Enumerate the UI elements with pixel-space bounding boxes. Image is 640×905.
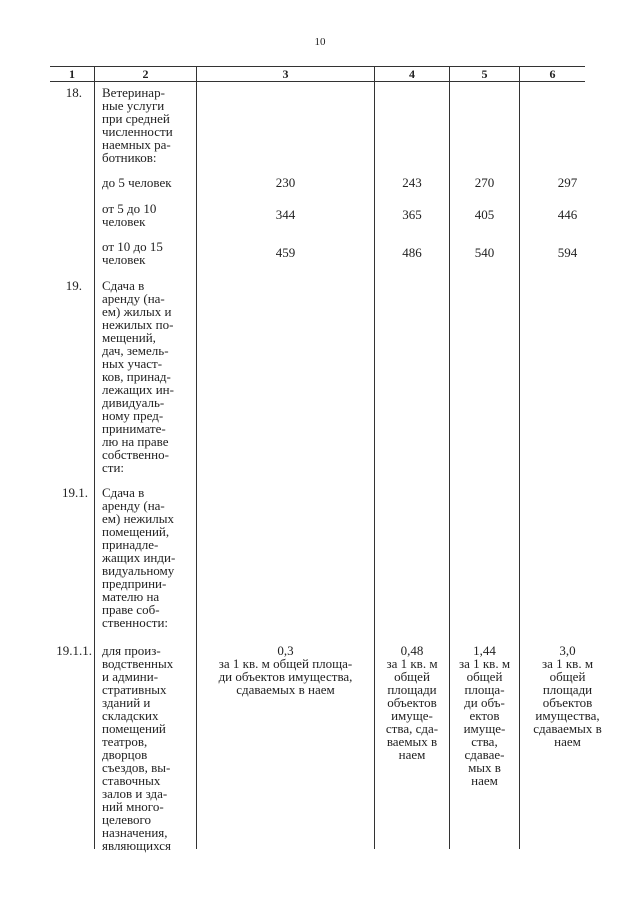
text-line: дивидуаль- bbox=[102, 395, 165, 410]
text-line: назначения, bbox=[102, 825, 168, 840]
text-line: ственности: bbox=[102, 615, 169, 630]
text-line: от 5 до 10 bbox=[102, 201, 157, 216]
text-line: сдаваемых в наем bbox=[236, 682, 335, 697]
text-line: водственных bbox=[102, 656, 174, 671]
row-18-sub-3-col6: 594 bbox=[557, 245, 578, 260]
text-line: объектов bbox=[387, 695, 437, 710]
text-line: ваемых в bbox=[386, 734, 438, 749]
header-col-2: 2 bbox=[142, 67, 149, 81]
text-line: Ветеринар- bbox=[102, 85, 165, 100]
text-line: Сдача в bbox=[102, 278, 145, 293]
text-line: предприни- bbox=[102, 576, 167, 591]
text-line: мых в bbox=[468, 760, 501, 775]
text-line: ди объектов имущества, bbox=[218, 669, 353, 684]
text-line: объектов bbox=[542, 695, 593, 710]
text-line: 1,44 bbox=[473, 643, 496, 658]
text-line: при средней bbox=[102, 111, 170, 126]
text-line: ставочных bbox=[102, 773, 161, 788]
row-18-sub-1-col4: 243 bbox=[402, 175, 422, 190]
text-line: человек bbox=[102, 252, 146, 267]
row-19-1-number: 19.1. bbox=[62, 485, 88, 500]
text-line: лежащих ин- bbox=[102, 382, 174, 397]
text-line: наем bbox=[398, 747, 426, 762]
text-line: сдаваемых в bbox=[533, 721, 602, 736]
header-col-6: 6 bbox=[549, 67, 556, 81]
row-18-description bbox=[102, 86, 194, 164]
row-19-description bbox=[102, 279, 196, 474]
text-line: 3,0 bbox=[559, 643, 576, 658]
text-line: ному пред- bbox=[102, 408, 164, 423]
text-line: ства, bbox=[471, 734, 498, 749]
text-line: жащих инди- bbox=[102, 550, 176, 565]
text-line: ков, принад- bbox=[102, 369, 171, 384]
text-line: мателю на bbox=[102, 589, 160, 604]
text-line: ем) жилых и bbox=[102, 304, 172, 319]
text-line: ные услуги bbox=[102, 98, 165, 113]
text-line: общей bbox=[466, 669, 503, 684]
row-19-1-1-col4 bbox=[375, 644, 449, 761]
row-19-1-1-number: 19.1.1. bbox=[56, 643, 92, 658]
text-line: помещений, bbox=[102, 524, 170, 539]
text-line: праве соб- bbox=[102, 602, 160, 617]
row-18-sub-3-col3: 459 bbox=[275, 245, 296, 260]
header-col-1: 1 bbox=[69, 67, 75, 81]
text-line: площа- bbox=[464, 682, 505, 697]
row-18-sub-3-col4: 486 bbox=[402, 245, 422, 260]
text-line: наем bbox=[471, 773, 498, 788]
text-line: принимате- bbox=[102, 421, 166, 436]
text-line: ных участ- bbox=[102, 356, 163, 371]
row-19-number: 19. bbox=[65, 278, 82, 293]
header-col-4: 4 bbox=[409, 67, 415, 81]
header-col-3: 3 bbox=[282, 67, 289, 81]
row-18-sub-1-col5: 270 bbox=[474, 175, 495, 190]
text-line: ектов bbox=[469, 708, 500, 723]
row-19-1-1-col5 bbox=[450, 644, 519, 787]
text-line: сдавае- bbox=[464, 747, 505, 762]
text-line: за 1 кв. м bbox=[458, 656, 511, 671]
row-19-1-1-col3 bbox=[197, 644, 374, 696]
text-line: и админи- bbox=[102, 669, 159, 684]
text-line: численности bbox=[102, 124, 173, 139]
text-line: ний много- bbox=[102, 799, 164, 814]
row-19-1-1-description bbox=[102, 644, 196, 852]
page-number: 10 bbox=[314, 36, 326, 48]
text-line: за 1 кв. м общей площа- bbox=[218, 656, 353, 671]
text-line: являющихся bbox=[102, 838, 171, 853]
row-18-sub-2-col6: 446 bbox=[557, 207, 578, 222]
text-line: человек bbox=[102, 214, 146, 229]
text-line: ди объ- bbox=[464, 695, 505, 710]
text-line: Сдача в bbox=[102, 485, 145, 500]
row-18-sub-1-col6: 297 bbox=[557, 175, 578, 190]
text-line: 0,48 bbox=[400, 643, 424, 658]
text-line: театров, bbox=[102, 734, 148, 749]
text-line: дач, земель- bbox=[102, 343, 169, 358]
header-col-5: 5 bbox=[481, 67, 488, 81]
text-line: за 1 кв. м bbox=[541, 656, 594, 671]
text-line: мещений, bbox=[102, 330, 156, 345]
text-line: сти: bbox=[102, 460, 125, 475]
text-line: принадле- bbox=[102, 537, 159, 552]
text-line: имуще- bbox=[391, 708, 433, 723]
text-line: площади bbox=[387, 682, 437, 697]
text-line: лю на праве bbox=[102, 434, 169, 449]
row-18-sub-3-label bbox=[102, 240, 196, 266]
text-line: площади bbox=[542, 682, 593, 697]
text-line: складских bbox=[102, 708, 159, 723]
text-line: аренду (на- bbox=[102, 498, 165, 513]
text-line: для произ- bbox=[102, 643, 161, 658]
row-18-number: 18. bbox=[65, 85, 82, 100]
text-line: помещений bbox=[102, 721, 166, 736]
text-line: залов и зда- bbox=[102, 786, 168, 801]
text-line: ем) нежилых bbox=[102, 511, 174, 526]
row-19-1-1-col6 bbox=[520, 644, 615, 748]
text-line: собственно- bbox=[102, 447, 169, 462]
text-line: съездов, вы- bbox=[102, 760, 171, 775]
text-line: имуще- bbox=[463, 721, 506, 736]
text-line: целевого bbox=[102, 812, 152, 827]
row-18-sub-2-col3: 344 bbox=[275, 207, 296, 222]
text-line: общей bbox=[549, 669, 586, 684]
row-18-sub-2-col4: 365 bbox=[402, 207, 422, 222]
column-divider-1 bbox=[94, 66, 95, 849]
text-line: наем bbox=[554, 734, 581, 749]
row-18-sub-1-label: до 5 человек bbox=[102, 175, 172, 190]
text-line: наемных ра- bbox=[102, 137, 171, 152]
row-18-sub-1-col3: 230 bbox=[275, 175, 296, 190]
row-18-sub-2-label bbox=[102, 202, 196, 228]
text-line: 0,3 bbox=[277, 643, 294, 658]
text-line: ства, сда- bbox=[385, 721, 439, 736]
text-line: от 10 до 15 bbox=[102, 239, 163, 254]
text-line: имущества, bbox=[535, 708, 600, 723]
row-18-sub-2-col5: 405 bbox=[474, 207, 495, 222]
text-line: стративных bbox=[102, 682, 167, 697]
text-line: зданий и bbox=[102, 695, 151, 710]
text-line: видуальному bbox=[102, 563, 175, 578]
text-line: дворцов bbox=[102, 747, 148, 762]
row-19-1-description bbox=[102, 486, 196, 629]
text-line: нежилых по- bbox=[102, 317, 174, 332]
text-line: аренду (на- bbox=[102, 291, 165, 306]
text-line: общей bbox=[394, 669, 430, 684]
text-line: за 1 кв. м bbox=[386, 656, 438, 671]
row-18-sub-3-col5: 540 bbox=[474, 245, 495, 260]
text-line: ботников: bbox=[102, 150, 157, 165]
